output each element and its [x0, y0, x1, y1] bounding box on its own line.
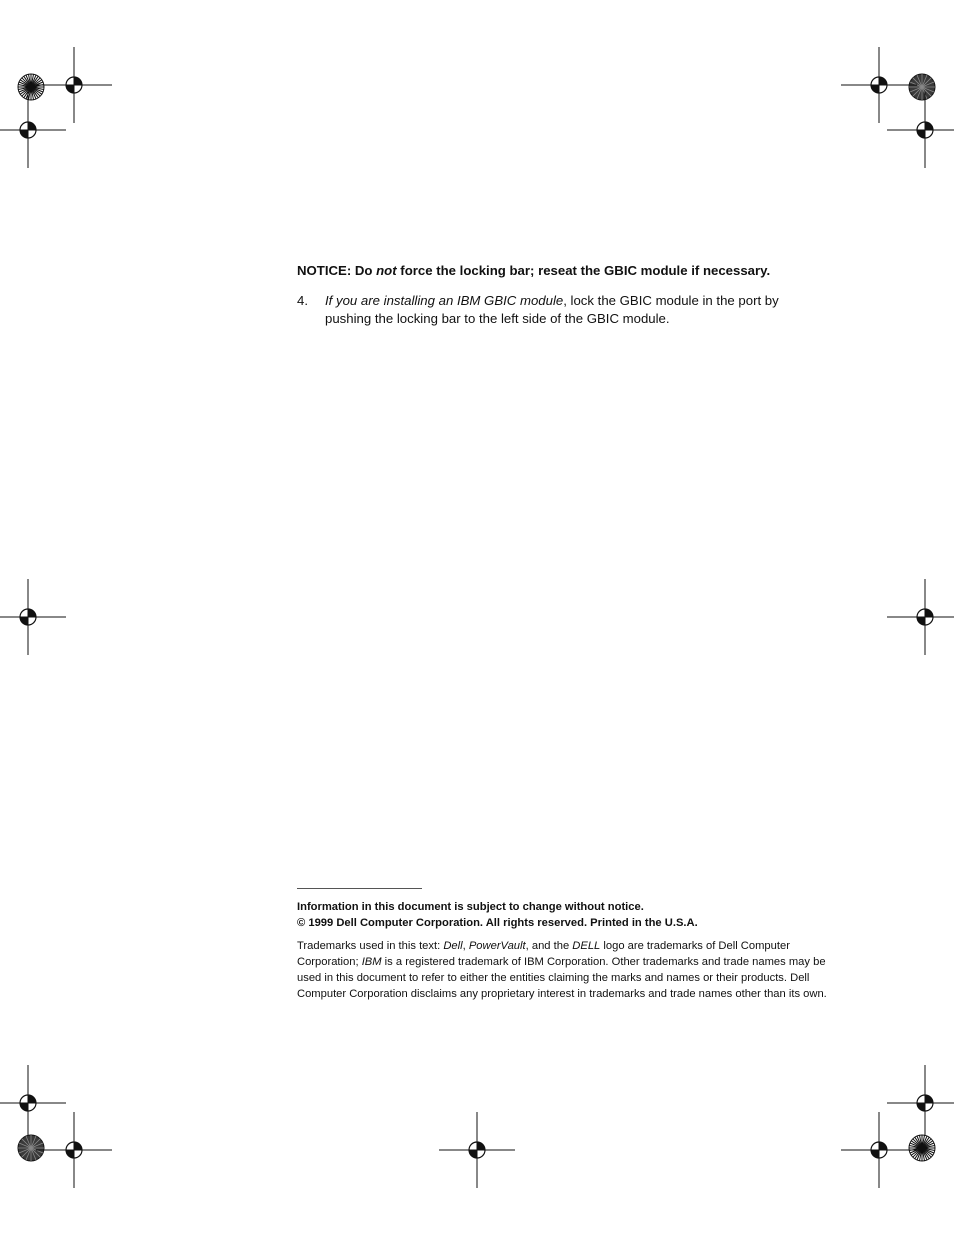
- step-text: [325, 292, 825, 328]
- trademark-text: , and the: [525, 940, 573, 952]
- color-target-icon: [18, 1135, 44, 1161]
- notice-emphasis: not: [376, 263, 397, 278]
- registration-crosshair-icon: [887, 92, 954, 168]
- trademark-ibm: IBM: [361, 956, 382, 968]
- registration-crosshair-icon: [887, 579, 954, 655]
- step-condition: If you are installing an IBM GBIC module: [325, 293, 564, 308]
- trademark-text: Trademarks used in this text:: [297, 940, 444, 952]
- registration-crosshair-icon: [0, 92, 66, 168]
- trademark-text: logo are trademarks of Dell Computer Corporation;: [297, 940, 790, 968]
- copyright-line: © 1999 Dell Computer Corporation. All rights reserved. Printed in the U.S.A.: [297, 917, 698, 929]
- trademark-notice: [297, 938, 829, 1002]
- color-target-icon: [18, 74, 44, 100]
- step-instruction: , lock the GBIC module in the port by pushing the locking bar to the left side of the GBIC module.: [325, 293, 779, 326]
- registration-crosshair-icon: [841, 1112, 917, 1188]
- trademark-text: is a registered trademark of IBM Corporation. Other trademarks and trade names may be used in this document to refer to either the entities claiming the marks and names or their products. Dell Computer Corporation disclaims any proprietary interest in trademarks and trade names other than its own.: [297, 956, 827, 1000]
- trademark-dell: Dell: [443, 940, 463, 952]
- color-target-icon: [909, 1135, 935, 1161]
- color-target-icon: [909, 74, 935, 100]
- registration-crosshair-icon: [0, 1065, 66, 1141]
- footer-legal: [297, 899, 837, 931]
- registration-crosshair-icon: [439, 1112, 515, 1188]
- registration-crosshair-icon: [0, 579, 66, 655]
- trademark-dell-logo: DELL: [572, 940, 601, 952]
- registration-crosshair-icon: [36, 1112, 112, 1188]
- registration-crosshair-icon: [841, 47, 917, 123]
- footer-divider: [297, 888, 422, 889]
- notice-paragraph: [297, 262, 837, 280]
- step-number: 4.: [297, 293, 308, 308]
- change-notice: Information in this document is subject to change without notice.: [297, 901, 644, 913]
- trademark-text: ,: [462, 940, 469, 952]
- notice-suffix: force the locking bar; reseat the GBIC module if necessary.: [396, 263, 771, 278]
- trademark-powervault: PowerVault: [468, 940, 526, 952]
- registration-crosshair-icon: [887, 1065, 954, 1141]
- registration-crosshair-icon: [36, 47, 112, 123]
- notice-prefix: NOTICE: Do: [297, 263, 377, 278]
